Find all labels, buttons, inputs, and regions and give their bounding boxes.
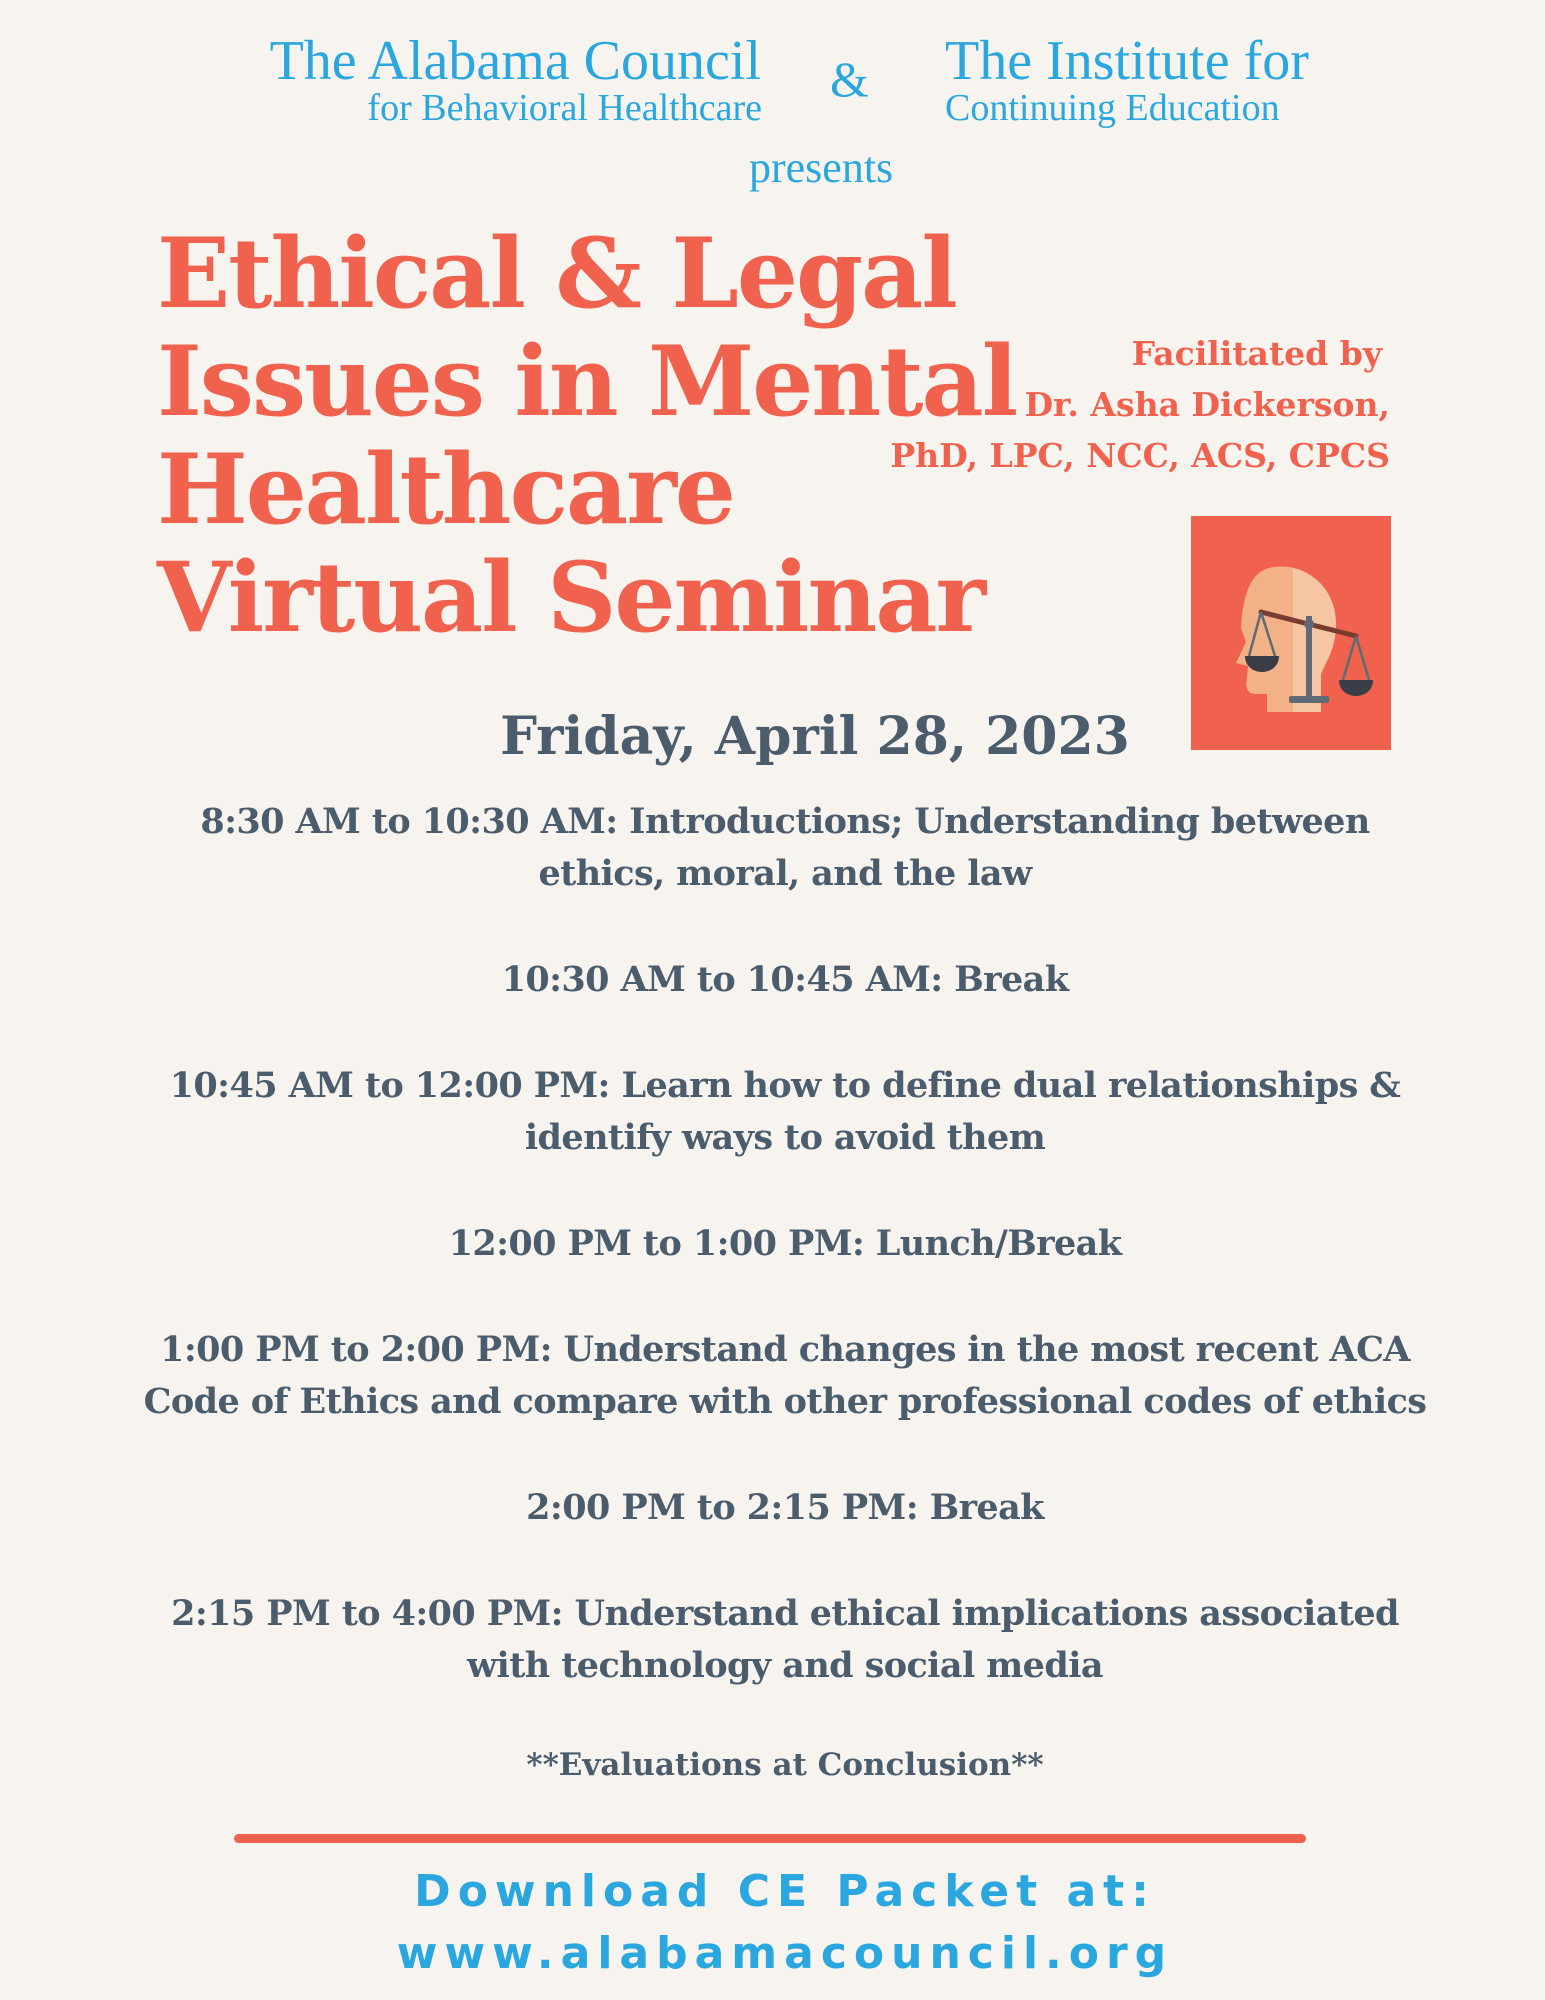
agenda-line: Code of Ethics and compare with other professional codes of ethics [143,1381,1427,1422]
org-left-subtitle: for Behavioral Healthcare [367,87,762,129]
agenda-line: identify ways to avoid them [524,1117,1046,1158]
title-line: Ethical & Legal [157,217,956,330]
ampersand: & [830,51,869,107]
scale-pole [1306,616,1312,698]
agenda-item [0,1588,1545,1692]
right-string-a [1343,636,1356,680]
agenda-item [0,954,1545,1006]
title-line: Healthcare [157,433,734,546]
org-left-name: The Alabama Council [269,30,761,92]
org-right-name: The Institute for [945,30,1309,92]
agenda-item [0,1482,1545,1534]
agenda-item [0,1324,1545,1428]
download-url-link[interactable]: www.alabamacouncil.org [396,1928,1174,1979]
footer-divider [234,1834,1306,1843]
presents-label: presents [749,143,894,192]
title-line: Issues in Mental [157,325,1017,438]
facilitator-block [890,328,1390,481]
right-pan [1339,680,1373,696]
seminar-date: Friday, April 28, 2023 [500,706,1130,767]
agenda-line: 2:00 PM to 2:15 PM: Break [526,1487,1044,1528]
agenda-list [0,796,1545,1692]
agenda-line: 10:30 AM to 10:45 AM: Break [501,959,1069,1000]
scale-base [1289,696,1329,703]
right-string-b [1356,636,1369,680]
download-label: Download CE Packet at: [414,1866,1156,1917]
facilitator-credentials: PhD, LPC, NCC, ACS, CPCS [890,436,1390,475]
facilitator-label: Facilitated by [1131,334,1382,373]
head-shadow [1293,568,1336,712]
agenda-item [0,1060,1545,1164]
facilitator-name: Dr. Asha Dickerson, [1024,385,1390,424]
agenda-line: with technology and social media [467,1645,1103,1686]
agenda-line: 8:30 AM to 10:30 AM: Introductions; Understanding between [200,801,1370,842]
agenda-line: 10:45 AM to 12:00 PM: Learn how to define dual relationships & [169,1065,1401,1106]
evaluations-note: **Evaluations at Conclusion** [526,1747,1044,1783]
agenda-item [0,1218,1545,1270]
agenda-line: 1:00 PM to 2:00 PM: Understand changes in the most recent ACA [160,1329,1410,1370]
org-right-subtitle: Continuing Education [945,87,1280,129]
title-line: Virtual Seminar [157,541,985,654]
seminar-title [157,217,1017,654]
agenda-item [0,796,1545,900]
agenda-line: 2:15 PM to 4:00 PM: Understand ethical implications associated [171,1593,1399,1634]
agenda-line: 12:00 PM to 1:00 PM: Lunch/Break [448,1223,1122,1264]
agenda-line: ethics, moral, and the law [538,853,1032,894]
